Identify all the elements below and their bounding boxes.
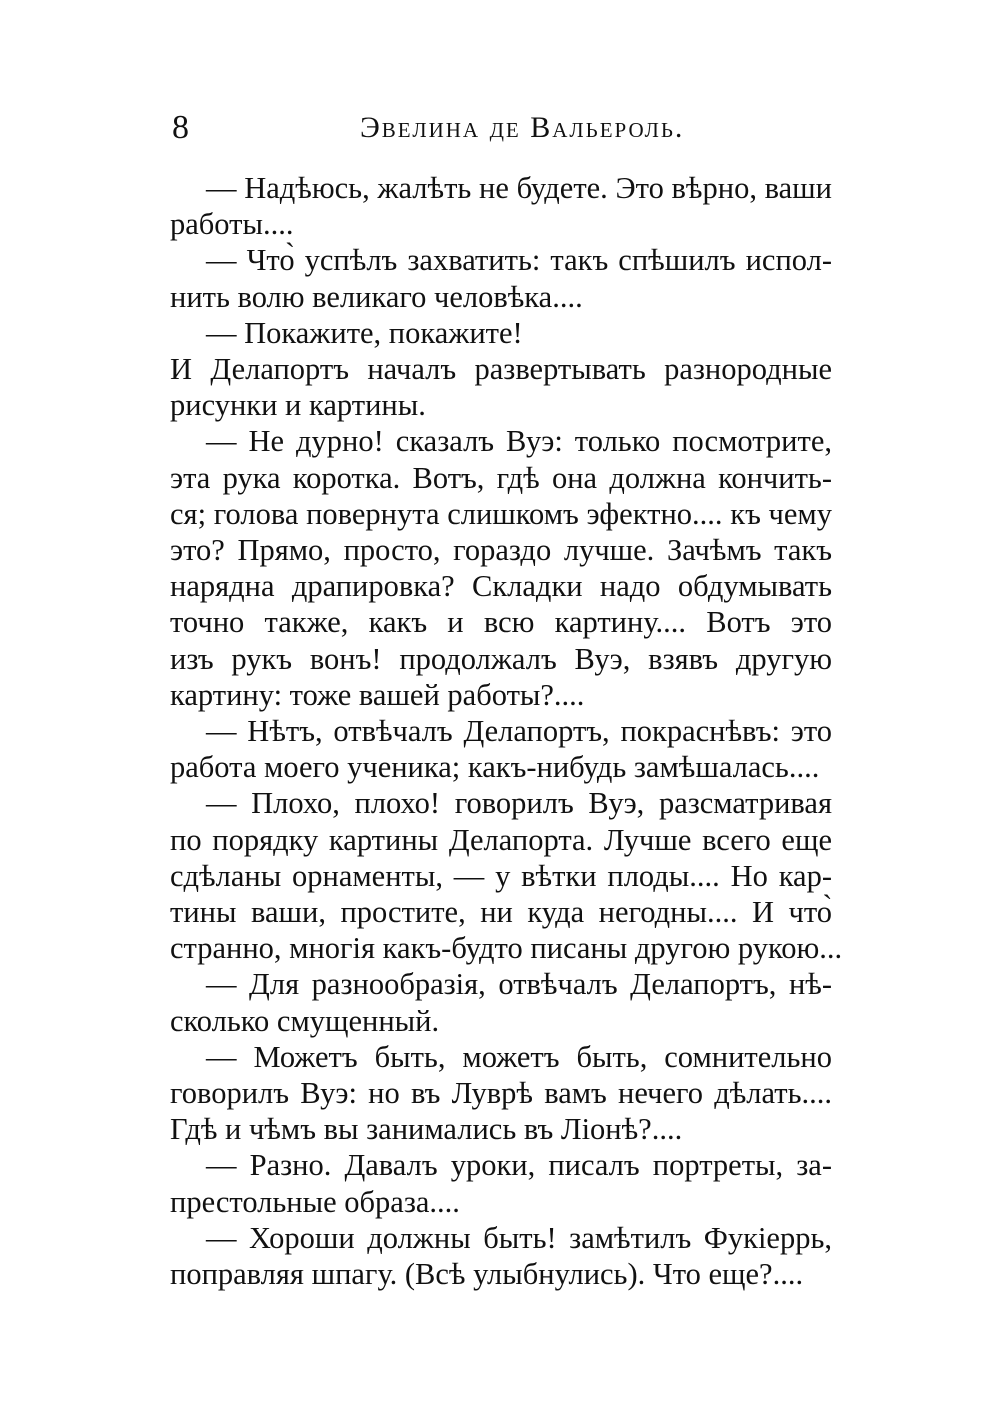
text-line: Гдѣ и чѣмъ вы занимались въ Ліонѣ?.... bbox=[170, 1112, 683, 1147]
paragraph bbox=[170, 315, 832, 351]
text-line: это? Прямо, просто, гораздо лучше. Зачѣмъ такъ bbox=[170, 533, 832, 568]
paragraph bbox=[170, 242, 832, 314]
body-text bbox=[170, 170, 843, 1292]
text-line: нить волю великаго человѣка.... bbox=[170, 279, 583, 314]
text-line: точно также, какъ и всю картину.... Вотъ это bbox=[170, 605, 832, 640]
paragraph bbox=[170, 713, 832, 785]
running-title: Эвелина де Вальероль. bbox=[360, 111, 685, 144]
paragraph bbox=[170, 966, 832, 1038]
text-line: престольные образа.... bbox=[170, 1184, 460, 1219]
paragraph bbox=[170, 1147, 832, 1219]
text-line: — Плохо, плохо! говорилъ Вуэ, разсматривая bbox=[206, 786, 832, 821]
paragraph bbox=[170, 785, 843, 966]
text-line: эта рука коротка. Вотъ, гдѣ она должна кончить- bbox=[170, 460, 832, 495]
text-line: — Разно. Давалъ уроки, писалъ портреты, за- bbox=[206, 1148, 832, 1183]
text-line: изъ рукъ вонъ! продолжалъ Вуэ, взявъ другую bbox=[170, 641, 832, 676]
paragraph bbox=[170, 351, 832, 423]
text-line: говорилъ Вуэ: но въ Луврѣ вамъ нечего дѣлать.... bbox=[170, 1076, 832, 1111]
text-line: — Хороши должны быть! замѣтилъ Фукіеррь, bbox=[206, 1220, 832, 1255]
text-line: — Нѣтъ, отвѣчалъ Делапортъ, покраснѣвъ: это bbox=[206, 714, 832, 749]
text-line: — Можетъ быть, можетъ быть, сомнительно bbox=[206, 1039, 832, 1074]
paragraph bbox=[170, 1220, 832, 1292]
text-line: — Покажите, покажите! bbox=[206, 315, 523, 350]
text-line: — Не дурно! сказалъ Вуэ: только посмотрите, bbox=[206, 424, 832, 459]
text-line: сколько смущенный. bbox=[170, 1003, 440, 1038]
text-line: странно, многія какъ-будто писаны другою рукою... bbox=[170, 931, 843, 966]
paragraph bbox=[170, 1039, 832, 1148]
text-line: — Что̀ успѣлъ захватить: такъ спѣшилъ испол- bbox=[206, 243, 832, 278]
page-header bbox=[172, 108, 832, 148]
paragraph bbox=[170, 170, 832, 242]
text-line: поправляя шпагу. (Всѣ улыбнулись). Что еще?.... bbox=[170, 1257, 804, 1292]
text-line: тины ваши, простите, ни куда негодны.... И что̀ bbox=[170, 895, 832, 930]
paragraph bbox=[170, 423, 832, 713]
text-line: И Делапортъ началъ развертывать разнородные bbox=[170, 352, 832, 387]
page-number: 8 bbox=[172, 109, 189, 146]
text-line: работы.... bbox=[170, 207, 294, 242]
text-line: по порядку картины Делапорта. Лучше всего еще bbox=[170, 822, 832, 857]
text-line: нарядна драпировка? Складки надо обдумывать bbox=[170, 569, 832, 604]
text-line: ся; голова повернута слишкомъ эфектно.... къ чему bbox=[170, 496, 832, 531]
text-line: — Надѣюсь, жалѣть не будете. Это вѣрно, ваши bbox=[206, 171, 832, 205]
text-line: работа моего ученика; какъ-нибудь замѣшалась.... bbox=[170, 750, 820, 785]
text-line: — Для разнообразія, отвѣчалъ Делапортъ, нѣ- bbox=[206, 967, 832, 1002]
text-line: сдѣланы орнаменты, — у вѣтки плоды.... Но кар- bbox=[170, 858, 832, 893]
text-line: картину: тоже вашей работы?.... bbox=[170, 677, 585, 712]
text-line: рисунки и картины. bbox=[170, 388, 426, 423]
